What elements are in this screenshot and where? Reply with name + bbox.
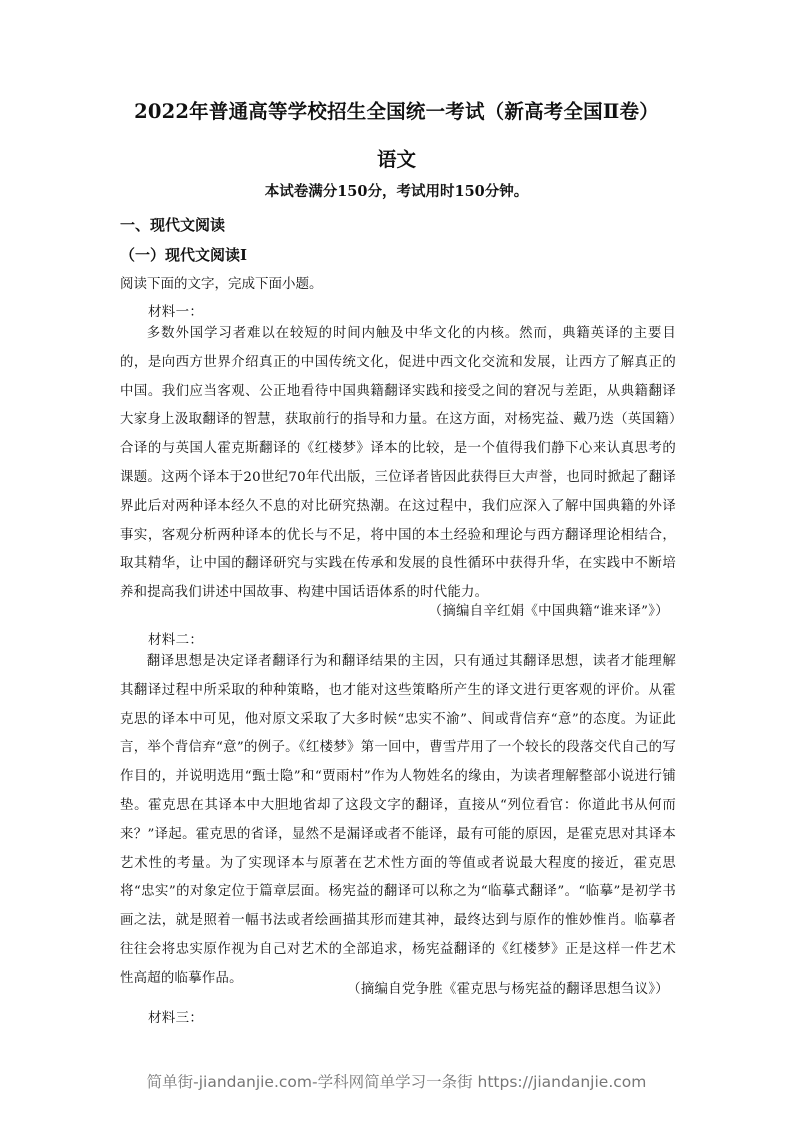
subject-title: 语文	[376, 148, 416, 171]
material-1-text: 多数外国学习者难以在较短的时间内触及中华文化的内核。然而，典籍英译的主要目的，是向西方世界介绍真正的中国传统文化，促进中西文化交流和发展，让西方了解真正的中国。我们应当客观、公正地看待中国典籍翻译实践和接受之间的窘况与差距，从典籍翻译大家身上汲取翻译的智慧，获取前行的指导和力量。在这方面，对杨宪益、戴乃迭（英国籍）合译的与英国人霍克斯翻译的《红楼梦》译本的比较，是一个值得我们静下心来认真思考的课题。这两个译本于20世纪70年代出版，三位译者皆因此获得巨大声誉，也同时掀起了翻译界此后对两种译本经久不息的对比研究热潮。在这过程中，我们应深入了解中国典籍的外译事实，客观分析两种译本的优长与不足，将中国的本土经验和理论与西方翻译理论相结合，取其精华，让中国的翻译研究与实践在传承和发展的良性循环中获得升华，在实践中不断培养和提高我们讲述中国故事、构建中国话语体系的时代能力。	[120, 326, 676, 601]
site-watermark: 简单街-jiandanjie.com-学科网简单学习一条街 https://jiandanjie.com	[146, 1073, 647, 1091]
section-subheading: （一）现代文阅读Ⅰ	[120, 246, 248, 264]
section-heading: 一、现代文阅读	[120, 216, 226, 234]
reading-instruction: 阅读下面的文字，完成下面小题。	[120, 276, 323, 292]
material-2-text: 翻译思想是决定译者翻译行为和翻译结果的主因，只有通过其翻译思想，读者才能理解其翻译过程中所采取的种种策略，也才能对这些策略所产生的译文进行更客观的评价。从霍克思的译本中可见，他对原文采取了大多时候“忠实不渝”、间或背信弃“意”的态度。为证此言，举个背信弃“意”的例子。《红楼梦》第一回中，曹雪芹用了一个较长的段落交代自己的写作目的，并说明选用“甄士隐”和“贾雨村”作为人物姓名的缘由，为读者理解整部小说进行铺垫。霍克思在其译本中大胆地省却了这段文字的翻译，直接从“列位看官：你道此书从何而来？”译起。霍克思的省译，显然不是漏译或者不能译，最有可能的原因，是霍克思对其译本艺术性的考量。为了实现译本与原著在艺术性方面的等值或者说最大程度的接近，霍克思将“忠实”的对象定位于篇章层面。杨宪益的翻译可以称之为“临摹式翻译”。“临摹”是初学书画之法，就是照着一幅书法或者绘画描其形而建其神，最终达到与原作的惟妙惟肖。临摹者往往会将忠实原作视为自己对艺术的全部追求，杨宪益翻译的《红楼梦》正是这样一件艺术性高超的临摹作品。	[120, 654, 676, 986]
material-2-label: 材料二：	[148, 632, 204, 648]
material-1-label: 材料一：	[148, 304, 204, 320]
material-3-label: 材料三：	[148, 1010, 204, 1026]
material-2-source: （摘编自党争胜《霍克思与杨宪益的翻译思想刍议》）	[347, 982, 669, 997]
material-1-source: （摘编自辛红娟《中国典籍“谁来译”》）	[428, 604, 669, 619]
exam-title: 2022年普通高等学校招生全国统一考试（新高考全国Ⅱ卷）	[134, 100, 659, 123]
exam-note: 本试卷满分150分，考试用时150分钟。	[264, 183, 529, 200]
